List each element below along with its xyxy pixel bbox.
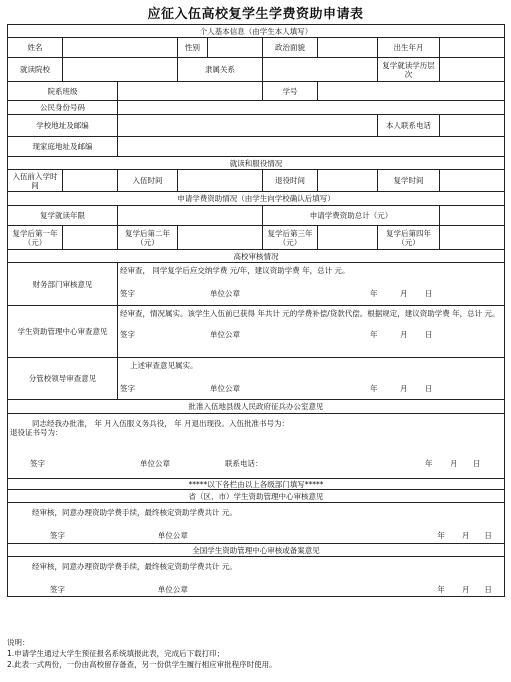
- edu-level-label: 复学就读学历层次: [378, 58, 440, 82]
- year3-label: 复学后第三年（元）: [263, 226, 318, 250]
- dept-class-label: 院系班级: [8, 82, 118, 101]
- relation-label: 隶属关系: [178, 58, 263, 82]
- home-address-label: 现家庭地址及邮编: [8, 137, 118, 157]
- province-seal-label: 单位公章: [157, 531, 188, 540]
- aid-center-day-label: 日: [425, 330, 433, 339]
- finance-label: 财务部门审核意见: [8, 263, 118, 306]
- pre-enroll-label: 入伍前入学时间: [8, 170, 63, 192]
- application-form: [7, 24, 505, 597]
- home-address-field[interactable]: [118, 137, 505, 157]
- province-month-label: 月: [461, 531, 470, 540]
- section-recruit-header: 批准入伍地县级人民政府征兵办公室意见: [8, 400, 505, 414]
- national-day-label: 日: [484, 585, 492, 594]
- branch-text: 上述审查意见属实。: [130, 361, 198, 370]
- notes: [7, 637, 504, 670]
- aid-center-label: 学生资助管理中心审查意见: [8, 306, 118, 358]
- contact-phone-field[interactable]: [440, 115, 505, 137]
- year1-label: 复学后第一年（元）: [8, 226, 63, 250]
- aid-center-seal-label: 单位公章: [210, 330, 240, 339]
- contact-phone-label: 本人联系电话: [378, 115, 440, 137]
- aid-center-opinion[interactable]: [118, 306, 505, 358]
- recruit-year-label: 年: [425, 459, 433, 468]
- divider-note: *****以下各栏由以上各级部门填写*****: [8, 479, 505, 490]
- year4-field[interactable]: [440, 226, 505, 250]
- year4-label: 复学后第四年（元）: [378, 226, 440, 250]
- branch-year-label: 年: [370, 384, 378, 393]
- birth-field[interactable]: [440, 38, 505, 58]
- section-review-header: 高校审核情况: [8, 250, 505, 263]
- branch-label: 分管校领导审查意见: [8, 358, 118, 400]
- enlist-label: 入伍时间: [118, 170, 178, 192]
- aid-center-sign-label: 签字: [120, 330, 135, 339]
- national-text: 经审核，同意办理资助学费手续，最终核定资助学费共计 元。: [32, 562, 237, 571]
- branch-opinion[interactable]: [118, 358, 505, 400]
- section-national-header: 全国学生资助管理中心审核或备案意见: [8, 544, 505, 557]
- national-sign-label: 签字: [50, 585, 65, 594]
- section-apply-header: 申请学费资助情况（由学生向学校确认后填写）: [8, 192, 505, 206]
- name-field[interactable]: [63, 38, 178, 58]
- edu-level-field[interactable]: [440, 58, 505, 82]
- year3-field[interactable]: [318, 226, 378, 250]
- gender-label: 性别: [178, 38, 208, 58]
- section-personal-header: 个人基本信息（由学生本人填写）: [8, 25, 505, 38]
- student-no-field[interactable]: [318, 82, 505, 101]
- name-label: 姓名: [8, 38, 63, 58]
- total-aid-field[interactable]: [440, 206, 505, 226]
- branch-day-label: 日: [425, 384, 433, 393]
- gender-field[interactable]: [208, 38, 263, 58]
- year2-field[interactable]: [178, 226, 263, 250]
- resume-field[interactable]: [440, 170, 505, 192]
- finance-opinion[interactable]: [118, 263, 505, 306]
- branch-sign-label: 签字: [120, 384, 135, 393]
- finance-sign-label: 签字: [120, 289, 135, 298]
- form-title: 应征入伍高校复学生学费资助申请表: [147, 7, 364, 22]
- province-opinion[interactable]: [8, 503, 505, 544]
- discharge-label: 退役时间: [263, 170, 318, 192]
- school-field[interactable]: [63, 58, 178, 82]
- national-year-label: 年: [437, 585, 445, 594]
- id-card-field[interactable]: [118, 101, 505, 115]
- student-no-label: 学号: [263, 82, 318, 101]
- discharge-field[interactable]: [318, 170, 378, 192]
- aid-center-text: 经审查，情况属实。该学生入伍前已获得 年共计 元的学费补偿/贷款代偿。根据规定，建议资助学费 年，总计 元。: [120, 309, 500, 318]
- province-sign-label: 签字: [50, 531, 65, 540]
- recruit-seal-label: 单位公章: [140, 459, 170, 468]
- recruit-sign-label: 签字: [30, 459, 45, 468]
- national-seal-label: 单位公章: [157, 585, 188, 594]
- section-service-header: 就读和服役情况: [8, 157, 505, 170]
- year1-field[interactable]: [63, 226, 118, 250]
- enlist-field[interactable]: [178, 170, 263, 192]
- finance-month-label: 月: [400, 289, 408, 298]
- aid-center-year-label: 年: [370, 330, 378, 339]
- section-province-header: 省（区、市）学生资助管理中心审核意见: [8, 490, 505, 503]
- birth-label: 出生年月: [378, 38, 440, 58]
- school-address-label: 学校地址及邮编: [8, 115, 118, 137]
- recruit-day-label: 日: [473, 459, 481, 468]
- study-years-label: 复学就读年限: [8, 206, 118, 226]
- finance-text: 经审查， 同学复学后应交纳学费 元/年，建议资助学费 年，总计 元。: [120, 266, 350, 275]
- year2-label: 复学后第二年（元）: [118, 226, 178, 250]
- dept-class-field[interactable]: [118, 82, 263, 101]
- note-1: 1.申请学生通过大学生预征报名系统填报此表，完成后下载打印；: [7, 649, 225, 658]
- recruit-phone-label: 联系电话：: [225, 459, 263, 468]
- aid-center-month-label: 月: [400, 330, 408, 339]
- finance-day-label: 日: [425, 289, 433, 298]
- province-year-label: 年: [437, 531, 445, 540]
- political-label: 政治面貌: [263, 38, 318, 58]
- school-label: 就读院校: [8, 58, 63, 82]
- recruit-line1: 同志经我办批准， 年 月入伍服义务兵役， 年 月退出现役。入伍批准书号为：: [32, 419, 290, 428]
- branch-month-label: 月: [400, 384, 408, 393]
- province-day-label: 日: [484, 531, 492, 540]
- resume-label: 复学时间: [378, 170, 440, 192]
- recruit-opinion[interactable]: [8, 414, 505, 479]
- pre-enroll-field[interactable]: [63, 170, 118, 192]
- national-month-label: 月: [461, 585, 470, 594]
- province-text: 经审核，同意办理资助学费手续，最终核定资助学费共计 元。: [32, 508, 237, 517]
- total-aid-label: 申请学费资助总计（元）: [263, 206, 440, 226]
- political-field[interactable]: [318, 38, 378, 58]
- notes-heading: 说明：: [7, 638, 30, 647]
- relation-field[interactable]: [263, 58, 378, 82]
- national-opinion[interactable]: [8, 557, 505, 597]
- finance-seal-label: 单位公章: [210, 289, 240, 298]
- school-address-field[interactable]: [118, 115, 378, 137]
- recruit-line2: 退役证书号为：: [10, 428, 63, 437]
- study-years-field[interactable]: [118, 206, 263, 226]
- note-2: 2.此表一式两份，一份由高校留存备查，另一份供学生履行相应审批程序时使用。: [7, 660, 277, 669]
- finance-year-label: 年: [370, 289, 378, 298]
- id-card-label: 公民身份号码: [8, 101, 118, 115]
- recruit-month-label: 月: [450, 459, 458, 468]
- branch-seal-label: 单位公章: [210, 384, 240, 393]
